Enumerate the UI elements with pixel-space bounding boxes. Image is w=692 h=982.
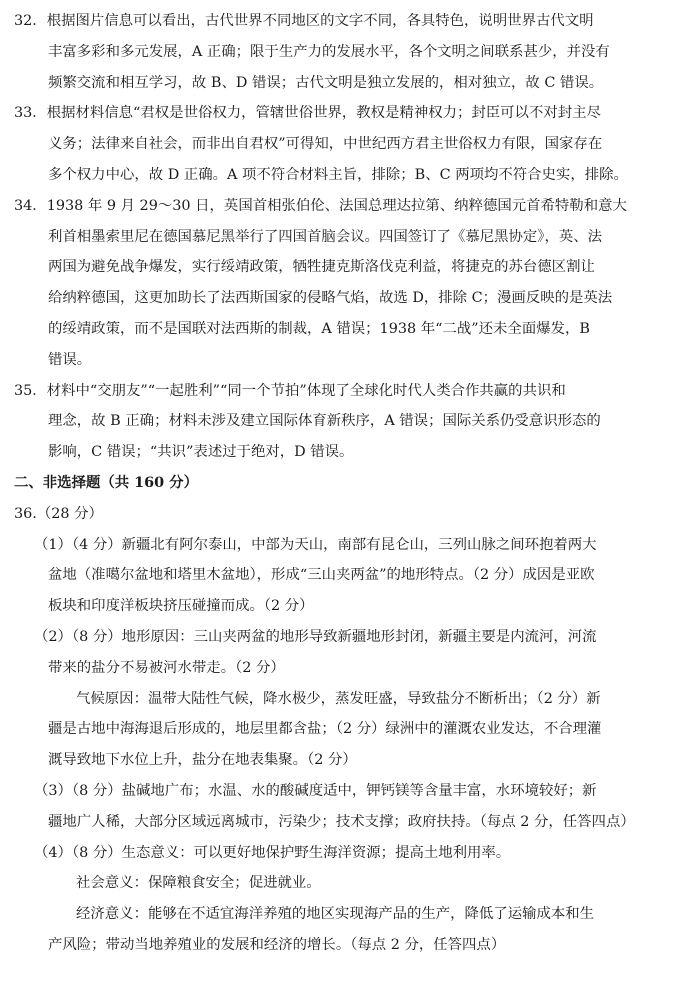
text-line: 溉导致地下水位上升，盐分在地表集聚。（2 分） xyxy=(48,752,357,769)
text-line: 义务；法律来自社会，而非出自君权”可得知，中世纪西方君主世俗权力有限，国家存在 xyxy=(48,136,603,153)
text-line: （2）（8 分）地形原因：三山夹两盆的地形导致新疆地形封闭，新疆主要是内流河，河流 xyxy=(34,628,597,645)
text-line: 利首相墨索里尼在德国慕尼黑举行了四国首脑会议。四国签订了《慕尼黑协定》，英、法 xyxy=(48,228,603,245)
text-line: 给纳粹德国，这更加助长了法西斯国家的侵略气焰，故选 D，排除 C；漫画反映的是英法 xyxy=(48,290,613,307)
text-line: 经济意义：能够在不适宜海洋养殖的地区实现海产品的生产，降低了运输成本和生 xyxy=(76,906,595,923)
text-line: 气候原因：温带大陆性气候，降水极少，蒸发旺盛，导致盐分不断析出；（2 分）新 xyxy=(76,690,601,707)
text-line: （4）（8 分）生态意义：可以更好地保护野生海洋资源；提高土地利用率。 xyxy=(34,844,511,861)
text-line: 带来的盐分不易被河水带走。（2 分） xyxy=(48,659,285,676)
text-line: 疆地广人稀，大部分区域远离城市，污染少；技术支撑；政府扶持。（每点 2 分，任答四点） xyxy=(48,813,635,830)
text-line: 35．材料中“交朋友”“一起胜利”“同一个节拍”体现了全球化时代人类合作共赢的共识和 xyxy=(14,382,566,399)
text-line: 36.（28 分） xyxy=(14,505,103,522)
text-line: 错误。 xyxy=(48,351,92,368)
text-line: 二、非选择题（共 160 分） xyxy=(14,473,198,491)
text-line: 两国为避免战争爆发，实行绥靖政策，牺牲捷克斯洛伐克利益，将捷克的苏台德区割让 xyxy=(48,259,595,276)
text-line: 32．根据图片信息可以看出，古代世界不同地区的文字不同，各具特色，说明世界古代文明 xyxy=(14,13,594,29)
text-line: 社会意义：保障粮食安全；促进就业。 xyxy=(76,875,321,892)
text-line: （1）（4 分）新疆北有阿尔泰山，中部为天山，南部有昆仑山，三列山脉之间环抱着两大 xyxy=(34,536,597,553)
text-line: 多个权力中心，故 D 正确。A 项不符合材料主旨，排除；B、C 两项均不符合史实，排除。 xyxy=(48,166,628,183)
text-line: 33．根据材料信息“君权是世俗权力，管辖世俗世界，教权是精神权力；封臣可以不对封主尽 xyxy=(14,105,601,122)
text-line: 板块和印度洋板块挤压碰撞而成。（2 分） xyxy=(48,598,314,615)
text-line: 理念，故 B 正确；材料未涉及建立国际体育新秩序，A 错误；国际关系仍受意识形态的 xyxy=(48,413,601,430)
text-line: 影响，C 错误；“共识”表述过于绝对，D 错误。 xyxy=(48,444,354,461)
text-line: 34．1938 年 9 月 29～30 日，英国首相张伯伦、法国总理达拉第、纳粹德国元首希特勒和意大 xyxy=(14,197,627,214)
text-line: 的绥靖政策，而不是国联对法西斯的制裁，A 错误；1938 年“二战”还未全面爆发，B xyxy=(48,320,590,337)
text-line: 频繁交流和相互学习，故 B、D 错误；古代文明是独立发展的，相对独立，故 C 错误。 xyxy=(48,74,604,91)
text-line: （3）（8 分）盐碱地广布；水温、水的酸碱度适中，钾钙镁等含量丰富，水环境较好；新 xyxy=(34,782,597,799)
text-line: 产风险；带动当地养殖业的发展和经济的增长。（每点 2 分，任答四点） xyxy=(48,936,506,953)
text-line: 丰富多彩和多元发展，A 正确；限于生产力的发展水平，各个文明之间联系甚少，并没有 xyxy=(48,43,610,60)
text-line: 疆是古地中海海退后形成的，地层里都含盐；（2 分）绿洲中的灌溉农业发达，不合理灌 xyxy=(48,721,602,738)
text-line: 盆地（准噶尔盆地和塔里木盆地），形成“三山夹两盆”的地形特点。（2 分）成因是亚欧 xyxy=(48,567,595,584)
